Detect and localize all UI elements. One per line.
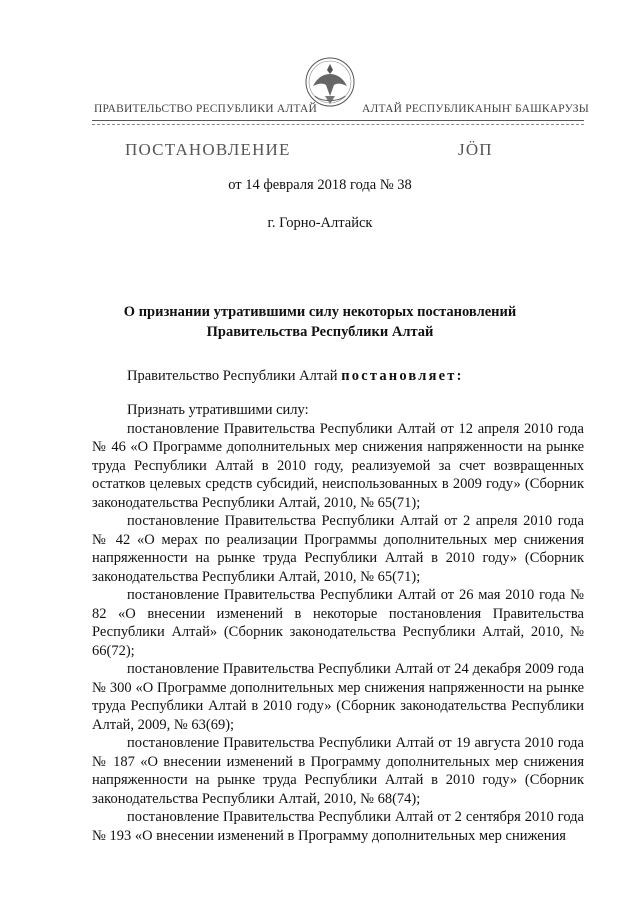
- body-lead: Признать утратившими силу:: [127, 402, 309, 418]
- list-item: постановление Правительства Республики Алтай от 2 сентября 2010 года № 193 «О внесении изменений в Программу дополнительных мер снижения: [92, 809, 584, 844]
- list-item: постановление Правительства Республики Алтай от 24 декабря 2009 года № 300 «О Программе дополнительных мер снижения напряженности на рынке труда Республики Алтай в 2010 году» (Сборник законодательства Республики Алтай, 2009, № 63(69);: [92, 661, 584, 733]
- document-body: [92, 401, 584, 845]
- decree-statement: [127, 368, 464, 385]
- header-rule: [92, 120, 584, 121]
- doc-type-russian: ПОСТАНОВЛЕНИЕ: [125, 140, 291, 159]
- decree-subject: Правительство Республики Алтай: [127, 368, 338, 384]
- document-title: [110, 302, 530, 342]
- list-item: постановление Правительства Республики Алтай от 26 мая 2010 года № 82 «О внесении изменений в некоторые постановления Правительства Республики Алтай» (Сборник законодательства Республики Алтай, 2010, № 66(72);: [92, 587, 584, 659]
- title-line-1: О признании утратившими силу некоторых постановлений: [123, 304, 517, 320]
- list-item: постановление Правительства Республики Алтай от 12 апреля 2010 года № 46 «О Программе дополнительных мер снижения напряженности на рынке труда Республики Алтай в 2010 году, реализуемой за счет возвращенных остатков целевых средств субсидий, неиспользованных в 2009 году» (Сборник законодательства Республики Алтай, 2010, № 65(71);: [92, 420, 584, 511]
- list-item: постановление Правительства Республики Алтай от 19 августа 2010 года № 187 «О внесении изменений в Программу дополнительных мер снижения напряженности на рынке труда Республики Алтай в 2010 году» (Сборник законодательства Республики Алтай, 2010, № 68(74);: [92, 735, 584, 807]
- decree-verb: постановляет:: [341, 368, 464, 384]
- header-rule-dashed: [92, 124, 584, 125]
- document-city: г. Горно-Алтайск: [267, 215, 373, 231]
- doc-type-altai: JӦП: [458, 140, 493, 159]
- title-line-2: Правительства Республики Алтай: [206, 324, 434, 340]
- document-date-number: от 14 февраля 2018 года № 38: [228, 177, 412, 193]
- list-item: постановление Правительства Республики Алтай от 2 апреля 2010 года № 42 «О мерах по реализации Программы дополнительных мер снижения напряженности на рынке труда Республики Алтай в 2010 году» (Сборник законодательства Республики Алтай, 2010, № 65(71);: [92, 513, 584, 585]
- org-name-altai: АЛТАЙ РЕСПУБЛИКАНЫҤ БАШКАРУЗЫ: [362, 103, 589, 115]
- org-name-russian: ПРАВИТЕЛЬСТВО РЕСПУБЛИКИ АЛТАЙ: [94, 103, 318, 115]
